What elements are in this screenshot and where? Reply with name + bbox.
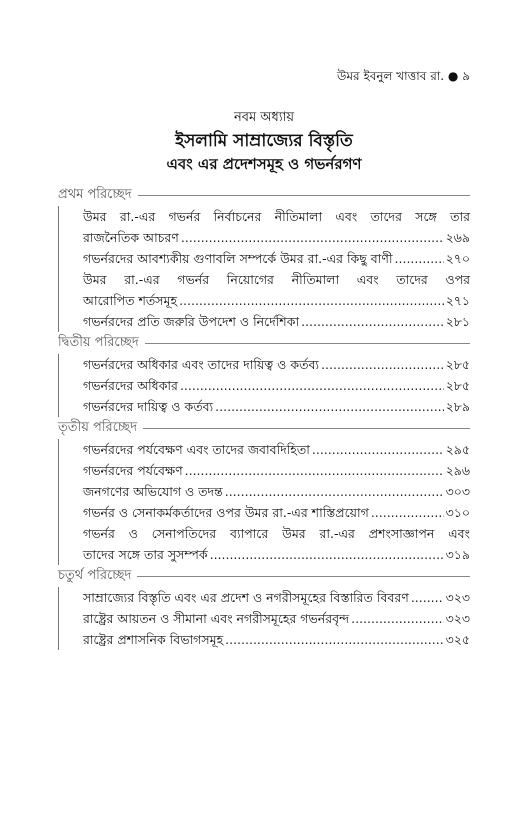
section-rule: [137, 576, 470, 577]
toc-page-number: ৩২৩: [445, 590, 470, 605]
toc-entry-title: তাদের সঙ্গে তার সুসম্পর্ক: [83, 547, 208, 562]
toc-entry-title: গভর্নরদের দায়িত্ব ও কর্তব্য: [83, 399, 214, 414]
toc-entry-line: [83, 396, 470, 417]
toc-entry-title: গভর্নর ও সেনাকর্মকর্তাদের ওপর উমর রা.-এর শাস্তিপ্রয়োগ: [83, 505, 369, 520]
section-entries: [58, 354, 470, 417]
toc-page-number: ৩১০: [445, 505, 470, 520]
dot-leader: [181, 227, 444, 248]
running-header: উমর ইবনুল খাত্তাব রা. ● ৯: [337, 69, 470, 83]
dot-leader: [371, 502, 444, 523]
section-heading-label: তৃতীয় পরিচ্ছেদ: [58, 419, 138, 435]
section-heading: [58, 184, 470, 206]
toc-entry-title: রাষ্ট্রের আয়তন ও সীমানা এবং নগরীসমূহের গভর্নরবৃন্দ: [83, 611, 350, 626]
toc-entry-line: [83, 375, 470, 396]
toc-page-number: ৩২৫: [445, 632, 470, 647]
toc-entry-title: গভর্নরদের অধিকার: [83, 378, 178, 393]
dot-leader: [210, 544, 444, 565]
dot-leader: [225, 629, 443, 650]
dot-leader: [351, 608, 443, 629]
toc-page-number: ২৮৯: [445, 399, 470, 414]
toc-entry-line: [83, 460, 470, 481]
dot-leader: [225, 481, 444, 502]
toc-page-number: ২৭০: [445, 251, 470, 266]
toc-entry-line: [83, 311, 470, 332]
toc-page-number: ২৮৫: [445, 357, 470, 372]
toc-page-number: ২৮১: [445, 314, 470, 329]
toc-page-number: ২৭১: [445, 293, 470, 308]
toc-entry[interactable]: [83, 439, 470, 460]
dot-leader: [301, 311, 444, 332]
section-heading-label: দ্বিতীয় পরিচ্ছেদ: [58, 334, 139, 350]
section-heading: [58, 565, 470, 587]
toc-entry-title: সাম্রাজ্যের বিস্তৃতি এবং এর প্রদেশ ও নগরীসমূহের বিস্তারিত বিবরণ: [83, 590, 409, 605]
toc-page-number: ২৬৯: [445, 230, 470, 245]
toc-page-number: ২৯৫: [445, 442, 470, 457]
dot-leader: [180, 375, 444, 396]
section-heading: [58, 417, 470, 439]
toc-entry-title: গভর্নরদের আবশ্যকীয় গুণাবলি সম্পর্কে উমর রা.-এর কিছু বাণী: [83, 251, 393, 266]
toc-entry-title: জনগণের অভিযোগ ও তদন্ত: [83, 484, 223, 499]
toc-entry[interactable]: [83, 523, 470, 565]
toc-entry[interactable]: [83, 375, 470, 396]
section-heading-label: চতুর্থ পরিচ্ছেদ: [58, 567, 132, 583]
toc-entry-first-line: গভর্নর ও সেনাপতিদের ব্যাপারে উমর রা.-এর প্রশংসাজ্ঞাপন এবং: [83, 526, 470, 541]
chapter-title: ইসলামি সাম্রাজ্যের বিস্তৃতি: [175, 131, 353, 151]
section-entries: [58, 206, 470, 332]
table-of-contents: [58, 184, 470, 650]
toc-page-number: ৩১৯: [445, 547, 470, 562]
toc-entry[interactable]: [83, 608, 470, 629]
dot-leader: [321, 354, 444, 375]
toc-entry-line: [83, 439, 470, 460]
section-entries: [58, 439, 470, 565]
toc-entry-title: গভর্নরদের প্রতি জরুরি উপদেশ ও নির্দেশিকা: [83, 314, 300, 329]
toc-entry-line: [83, 608, 470, 629]
toc-entry-first-line: উমর রা.-এর গভর্নর নির্বাচনের নীতিমালা এবং তাদের সঙ্গে তার: [83, 209, 470, 224]
section-rule: [143, 428, 470, 429]
chapter-subtitle: এবং এর প্রদেশসমূহ ও গভর্নরগণ: [166, 155, 362, 173]
toc-entry[interactable]: [83, 481, 470, 502]
dot-leader: [185, 460, 444, 481]
dot-leader: [395, 248, 444, 269]
chapter-label: নবম অধ্যায়: [233, 110, 295, 125]
toc-entry[interactable]: [83, 248, 470, 269]
toc-entry[interactable]: [83, 311, 470, 332]
toc-entry[interactable]: [83, 629, 470, 650]
toc-entry[interactable]: [83, 206, 470, 248]
toc-entry-line: [83, 629, 470, 650]
dot-leader: [312, 439, 444, 460]
toc-entry-first-line: উমর রা.-এর গভর্নর নিয়োগের নীতিমালা এবং তাদের ওপর: [83, 272, 470, 287]
toc-entry[interactable]: [83, 587, 470, 608]
section-heading: [58, 332, 470, 354]
dot-leader: [411, 587, 444, 608]
toc-entry-line: [83, 544, 470, 565]
toc-entry-line: [83, 481, 470, 502]
section-heading-label: প্রথম পরিচ্ছেদ: [58, 186, 132, 202]
toc-entry-line: [83, 502, 470, 523]
toc-entry-title: গভর্নরদের পর্যবেক্ষণ এবং তাদের জবাবদিহিতা: [83, 442, 310, 457]
toc-page-number: ৩০৩: [445, 484, 470, 499]
toc-entry[interactable]: [83, 269, 470, 311]
dot-leader: [215, 396, 443, 417]
toc-page-number: ৩২৩: [445, 611, 470, 626]
toc-entry-line: [83, 587, 470, 608]
toc-entry[interactable]: [83, 502, 470, 523]
toc-entry-title: গভর্নরদের অধিকার এবং তাদের দায়িত্ব ও কর্তব্য: [83, 357, 320, 372]
section-rule: [145, 343, 470, 344]
toc-entry[interactable]: [83, 396, 470, 417]
toc-entry[interactable]: [83, 354, 470, 375]
toc-entry-line: [83, 248, 470, 269]
toc-entry-title: আরোপিত শর্তসমূহ: [83, 293, 178, 308]
toc-entry-line: [83, 354, 470, 375]
toc-page-number: ২৮৫: [445, 378, 470, 393]
toc-entry-title: রাজনৈতিক আচরণ: [83, 230, 179, 245]
dot-leader: [179, 290, 444, 311]
toc-entry-title: রাষ্ট্রের প্রশাসনিক বিভাগসমূহ: [83, 632, 224, 647]
section-entries: [58, 587, 470, 650]
toc-entry-title: গভর্নরদের পর্যবেক্ষণ: [83, 463, 183, 478]
toc-page-number: ২৯৬: [445, 463, 470, 478]
toc-entry[interactable]: [83, 460, 470, 481]
toc-entry-line: [83, 290, 470, 311]
toc-entry-line: [83, 227, 470, 248]
section-rule: [138, 195, 470, 196]
